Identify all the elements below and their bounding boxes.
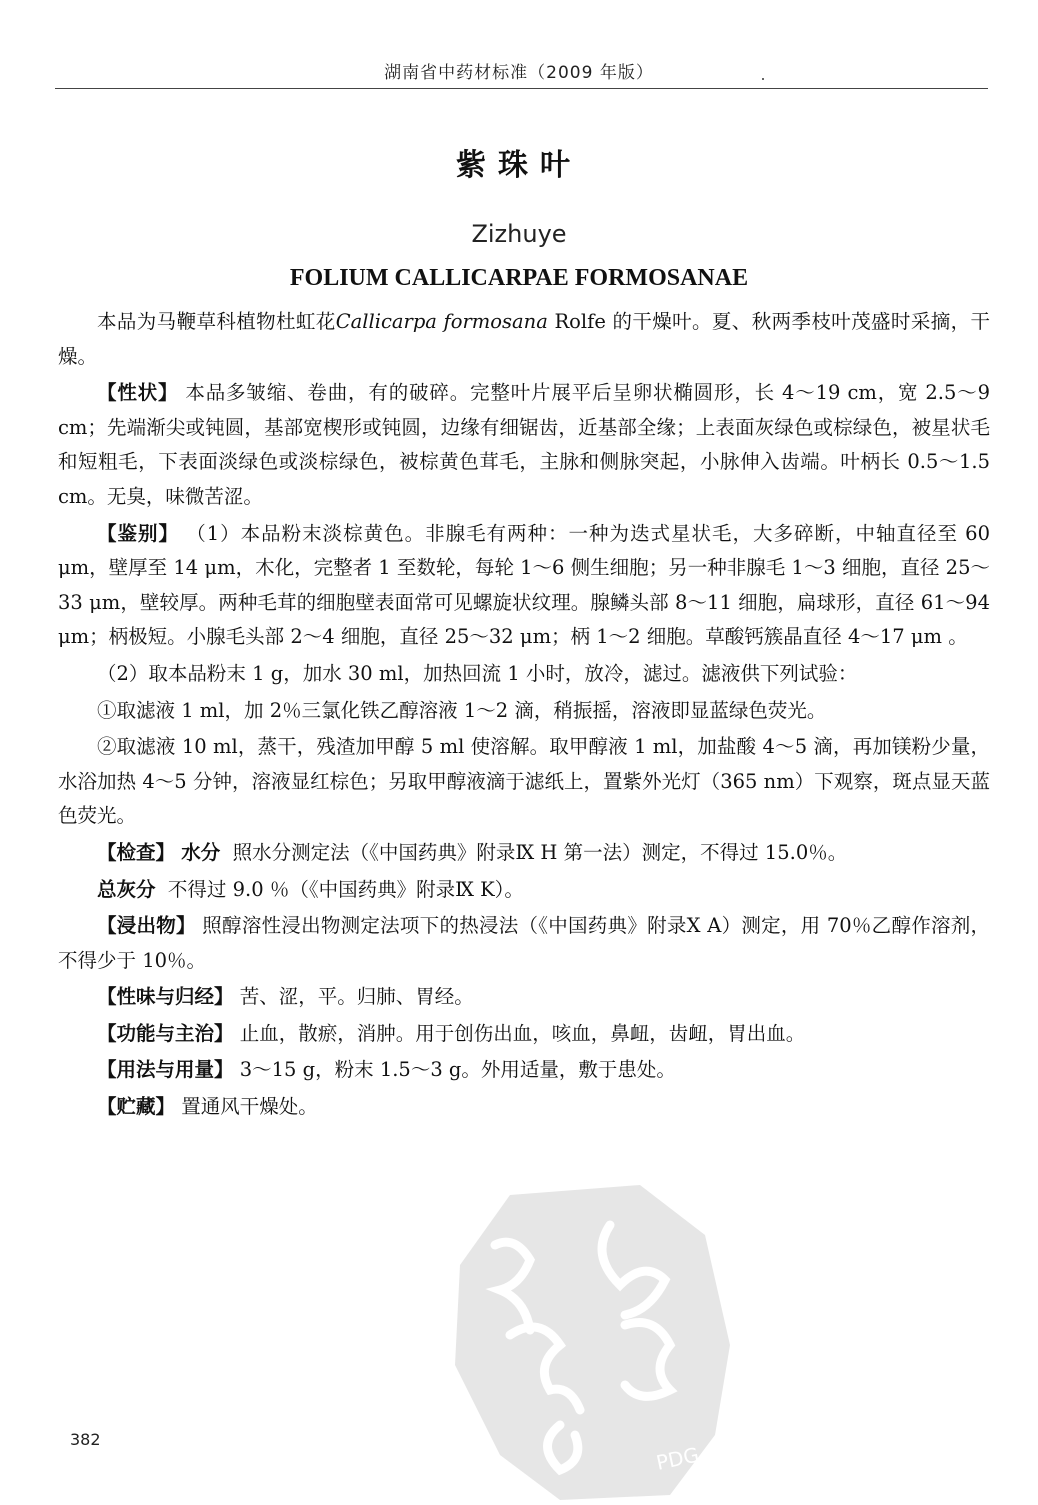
entry-title: 紫珠叶: [456, 148, 582, 183]
section-label: 【性状】: [97, 381, 179, 405]
section-label: 【检查】: [97, 840, 176, 864]
speck: [762, 78, 764, 80]
section-xingwei: 【性味与归经】 苦、涩，平。归肺、胃经。: [97, 985, 474, 1009]
water-label: 水分: [181, 840, 221, 864]
section-xingzhuang: 【性状】 本品多皱缩、卷曲，有的破碎。完整叶片展平后呈卵状椭圆形，长 4～19 cm，宽 2.5～9 cm；先端渐尖或钝圆，基部宽楔形或钝圆，边缘有细锯齿，近基部全缘；上表面灰绿色或棕绿色，被星状毛和短粗毛，下表面淡绿色或淡棕绿色，被棕黄色茸毛，主脉和侧脉突起，小脉伸入齿端。叶柄长 0.5～1.5 cm。无臭，味微苦涩。: [58, 381, 990, 508]
page-number: 382: [70, 1430, 101, 1449]
running-title: 湖南省中药材标准（2009 年版）: [384, 63, 654, 83]
section-label: 【用法与用量】: [97, 1058, 234, 1082]
section-label: 【功能与主治】: [97, 1021, 234, 1045]
jianbie-test-2: （2）取本品粉末 1 g，加水 30 ml，加热回流 1 小时，放冷，滤过。滤液供下列试验：: [97, 661, 858, 685]
section-yongfa: 【用法与用量】 3～15 g，粉末 1.5～3 g。外用适量，敷于患处。: [97, 1058, 676, 1082]
monograph-body: [58, 305, 990, 1127]
section-label: 【性味与归经】: [97, 985, 234, 1009]
ash-label: 总灰分: [97, 877, 156, 901]
section-jiancha: 【检查】 水分 照水分测定法（《中国药典》附录Ⅸ H 第一法）测定，不得过 15.0％。: [97, 840, 848, 864]
entry-latin-name: FOLIUM CALLICARPAE FORMOSANAE: [289, 265, 749, 291]
section-label: 【浸出物】: [97, 914, 196, 938]
species-name: Callicarpa formosana: [335, 310, 548, 333]
section-jinchuwu: 【浸出物】 照醇溶性浸出物测定法项下的热浸法（《中国药典》附录Ⅹ A）测定，用 70％乙醇作溶剂，不得少于 10％。: [58, 914, 990, 972]
section-label: 【贮藏】: [97, 1095, 176, 1119]
watermark-seal: [440, 1175, 740, 1505]
jianbie-test-2a: ①取滤液 1 ml，加 2％三氯化铁乙醇溶液 1～2 滴，稍振摇，溶液即显蓝绿色荧光。: [97, 698, 827, 722]
section-zhucang: 【贮藏】 置通风干燥处。: [97, 1095, 318, 1119]
intro-paragraph: 本品为马鞭草科植物杜虹花Callicarpa formosana Rolfe 的干燥叶。夏、秋两季枝叶茂盛时采摘，干燥。: [58, 310, 990, 368]
seal-text: PDG: [654, 1442, 702, 1475]
section-label: 【鉴别】: [97, 521, 179, 545]
section-gongneng: 【功能与主治】 止血，散瘀，消肿。用于创伤出血，咳血，鼻衄，齿衄，胃出血。: [97, 1021, 806, 1045]
header-rule: [55, 88, 988, 89]
jianbie-test-2b: ②取滤液 10 ml，蒸干，残渣加甲醇 5 ml 使溶解。取甲醇液 1 ml，加盐酸 4～5 滴，再加镁粉少量，水浴加热 4～5 分钟，溶液显红棕色；另取甲醇液滴于滤纸上，置紫外光灯（365 nm）下观察，斑点显天蓝色荧光。: [58, 735, 990, 828]
section-jianbie: 【鉴别】 （1）本品粉末淡棕黄色。非腺毛有两种：一种为迭式星状毛，大多碎断，中轴直径至 60 μm，壁厚至 14 μm，木化，完整者 1 至数轮，每轮 1～6 侧生细胞；另一种非腺毛 1～3 细胞，直径 25～33 μm，壁较厚。两种毛茸的细胞壁表面常可见螺旋状纹理。腺鳞头部 8～11 细胞，扁球形，直径 61～94 μm；柄极短。小腺毛头部 2～4 细胞，直径 25～32 μm；柄 1～2 细胞。草酸钙簇晶直径 4～17 μm 。: [58, 521, 990, 649]
jiancha-ash: 总灰分 不得过 9.0 ％（《中国药典》附录Ⅸ K）。: [97, 877, 524, 901]
entry-pinyin: Zizhuye: [471, 220, 567, 248]
